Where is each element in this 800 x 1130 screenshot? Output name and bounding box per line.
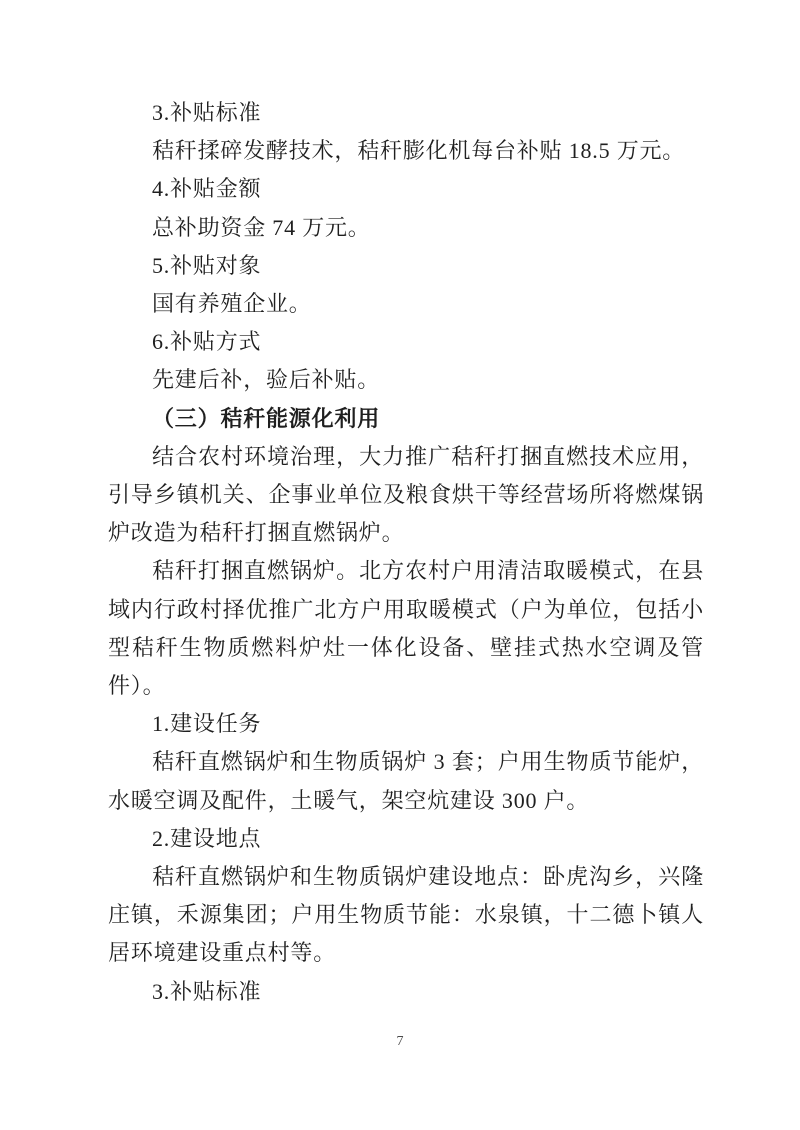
subsidy-target-text: 国有养殖企业。 [152,291,312,317]
subsidy-method-text: 先建后补，验后补贴。 [152,367,381,393]
subsidy-standard-heading: 3.补贴标准 [152,100,262,125]
subsidy-standard-text: 秸秆揉碎发酵技术，秸秆膨化机每台补贴 18.5 万元。 [152,138,686,164]
subsidy-method-heading: 6.补贴方式 [152,329,262,355]
subsidy-standard-heading-2: 3.补贴标准 [152,978,262,1004]
subsidy-amount-heading: 4.补贴金额 [152,176,262,202]
subsidy-target-heading: 5.补贴对象 [152,252,262,278]
boiler-mode-paragraph: 秸秆打捆直燃锅炉。北方农村户用清洁取暖模式，在县域内行政村择优推广北方户用取暖模式（户为单位，包括小型秸秆生物质燃料炉灶一体化设备、壁挂式热水空调及管件）。 [108,558,704,699]
construction-location-text: 秸秆直燃锅炉和生物质锅炉建设地点：卧虎沟乡，兴隆庄镇，禾源集团；户用生物质节能：水泉镇，十二德卜镇人居环境建设重点村等。 [108,864,704,966]
construction-location-heading: 2.建设地点 [152,825,262,851]
construction-task-heading: 1.建设任务 [152,711,262,737]
page-number: 7 [396,1034,404,1049]
construction-task-text: 秸秆直燃锅炉和生物质锅炉 3 套；户用生物质节能炉，水暖空调及配件，土暖气，架空炕建设 300 户。 [108,749,704,813]
document-body [108,94,704,1011]
energy-intro-paragraph: 结合农村环境治理，大力推广秸秆打捆直燃技术应用，引导乡镇机关、企事业单位及粮食烘干等经营场所将燃煤锅炉改造为秸秆打捆直燃锅炉。 [108,443,704,546]
section-heading-energy-utilization: （三）秸秆能源化利用 [152,405,381,431]
subsidy-amount-text: 总补助资金 74 万元。 [152,214,371,240]
